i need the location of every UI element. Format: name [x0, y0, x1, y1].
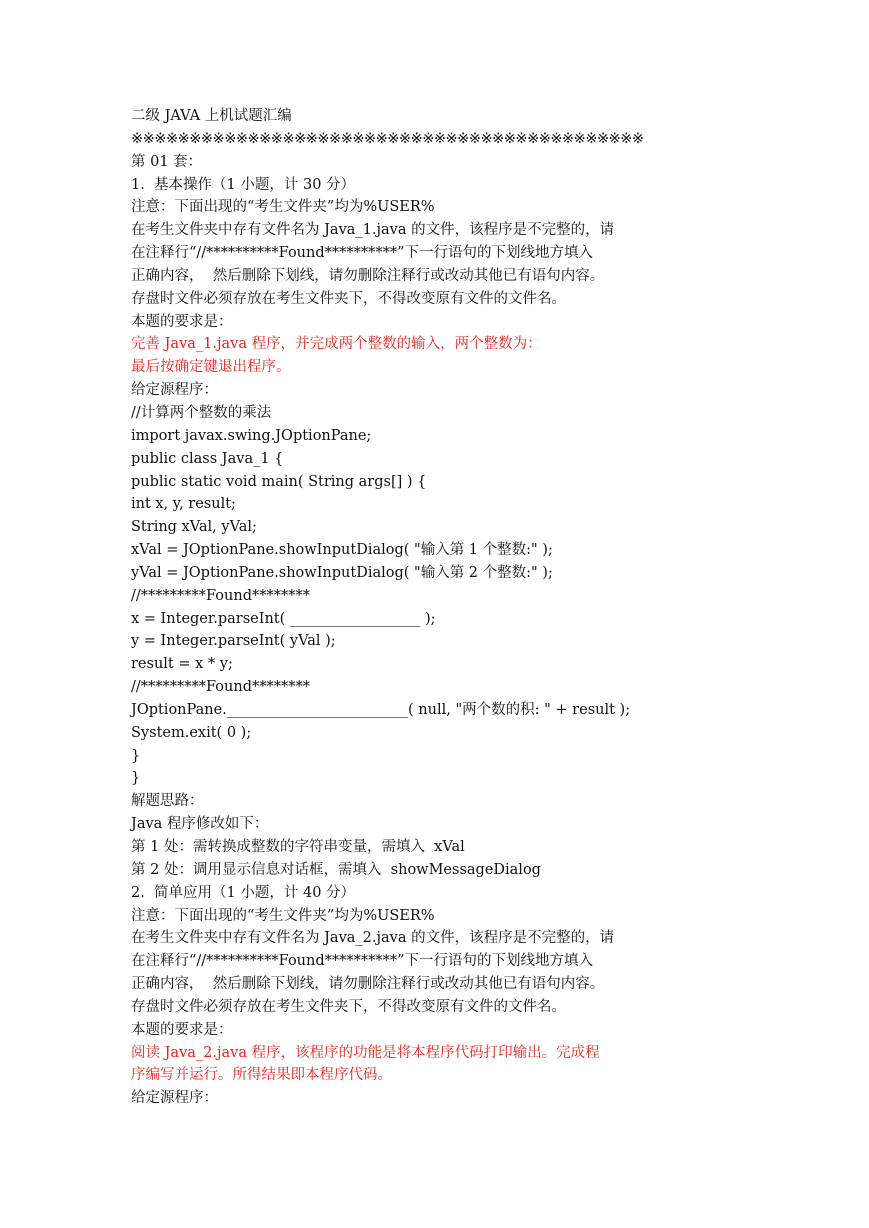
document-line: 第 2 处：调用显示信息对话框，需填入 showMessageDialog: [131, 861, 541, 878]
document-line: 1. 基本操作（1 小题，计 30 分）: [131, 176, 356, 193]
document-line: //*********Found********: [131, 587, 310, 604]
document-line: 在注释行“//**********Found**********”下一行语句的下划线地方填入: [131, 245, 594, 262]
document-line: 第 01 套：: [131, 153, 203, 170]
document-line: 正确内容， 然后删除下划线，请勿删除注释行或改动其他已有语句内容。: [131, 976, 605, 993]
document-line: public class Java_1 {: [131, 450, 284, 467]
document-body: [131, 105, 731, 1110]
document-line: result = x * y;: [131, 656, 233, 673]
document-line: 注意：下面出现的“考生文件夹”均为%USER%: [131, 199, 435, 216]
document-line: xVal = JOptionPane.showInputDialog( "输入第 1 个整数:" );: [131, 542, 553, 559]
document-line: 本题的要求是：: [131, 1021, 233, 1038]
document-line: y = Integer.parseInt( yVal );: [131, 633, 336, 650]
document-line: 在考生文件夹中存有文件名为 Java_2.java 的文件，该程序是不完整的，请: [131, 930, 615, 947]
document-line: }: [131, 747, 141, 764]
document-line: 完善 Java_1.java 程序，并完成两个整数的输入，两个整数为：: [131, 336, 542, 353]
document-line: 在注释行“//**********Found**********”下一行语句的下划线地方填入: [131, 953, 594, 970]
document-line: 解题思路：: [131, 793, 204, 810]
document-line: yVal = JOptionPane.showInputDialog( "输入第 2 个整数:" );: [131, 564, 553, 581]
document-line: 注意：下面出现的“考生文件夹”均为%USER%: [131, 907, 435, 924]
document-line: import javax.swing.JOptionPane;: [131, 427, 372, 444]
document-line: int x, y, result;: [131, 496, 236, 513]
document-line: }: [131, 770, 141, 787]
document-line: 给定源程序：: [131, 382, 218, 399]
document-line: Java 程序修改如下：: [131, 816, 269, 833]
document-line: 给定源程序：: [131, 1090, 218, 1107]
document-line: 存盘时文件必须存放在考生文件夹下，不得改变原有文件的文件名。: [131, 290, 566, 307]
document-line: 最后按确定键退出程序。: [131, 359, 291, 376]
document-line: 存盘时文件必须存放在考生文件夹下，不得改变原有文件的文件名。: [131, 998, 566, 1015]
document-line: ※※※※※※※※※※※※※※※※※※※※※※※※※※※※※※※※※※※※※※※※※※※※: [131, 130, 644, 147]
document-line: 序编写并运行。所得结果即本程序代码。: [131, 1067, 392, 1084]
document-line: 2. 简单应用（1 小题，计 40 分）: [131, 884, 356, 901]
document-line: 在考生文件夹中存有文件名为 Java_1.java 的文件，该程序是不完整的，请: [131, 222, 615, 239]
document-line: JOptionPane._________________________( null, "两个数的积: " + result );: [131, 701, 631, 718]
document-line: 本题的要求是：: [131, 313, 233, 330]
document-line: 第 1 处：需转换成整数的字符串变量，需填入 xVal: [131, 839, 465, 855]
document-line: 二级 JAVA 上机试题汇编: [131, 108, 292, 124]
document-line: String xVal, yVal;: [131, 519, 257, 536]
document-line: 正确内容， 然后删除下划线，请勿删除注释行或改动其他已有语句内容。: [131, 267, 605, 284]
document-line: //计算两个整数的乘法: [131, 404, 272, 421]
document-line: public static void main( String args[] ) {: [131, 473, 427, 490]
document-line: x = Integer.parseInt( __________________ );: [131, 610, 436, 627]
document-line: //*********Found********: [131, 679, 310, 696]
document-line: System.exit( 0 );: [131, 724, 252, 741]
document-line: 阅读 Java_2.java 程序，该程序的功能是将本程序代码打印输出。完成程: [131, 1044, 600, 1061]
